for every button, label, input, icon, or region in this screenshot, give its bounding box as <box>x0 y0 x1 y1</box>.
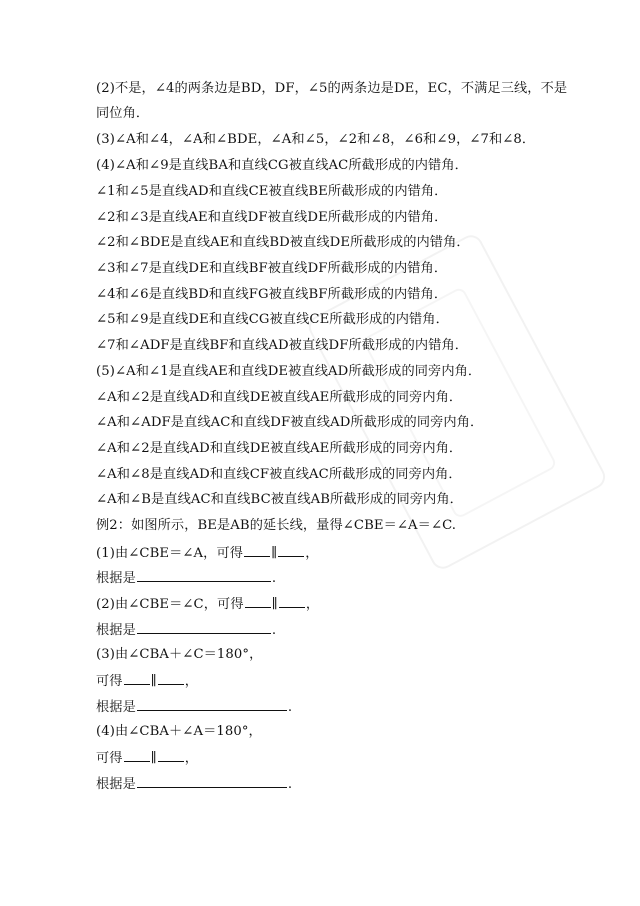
question-4-basis: 根据是 . <box>96 774 616 794</box>
question-2: (2)由∠CBE＝∠C，可得 ∥ ， <box>96 594 616 614</box>
question-3-basis: 根据是 . <box>96 697 616 717</box>
answer-blank[interactable] <box>158 748 184 762</box>
text-line: ∠5和∠9是直线DE和直线CG被直线CE所截形成的内错角． <box>96 312 449 327</box>
question-3-result: 可得 ∥ ， <box>96 671 616 691</box>
text-line: ∠2和∠BDE是直线AE和直线BD被直线DE所截形成的内错角． <box>96 235 470 250</box>
text-line: ∠2和∠3是直线AE和直线DF被直线DE所截形成的内错角． <box>96 210 448 225</box>
question-4: (4)由∠CBA＋∠A＝180°， <box>96 724 262 739</box>
text-line: (2)不是，∠4的两条边是BD，DF，∠5的两条边是DE，EC，不满足三线，不是 <box>96 81 568 96</box>
answer-blank[interactable] <box>278 543 304 557</box>
answer-blank[interactable] <box>137 568 271 582</box>
text-line: ∠7和∠ADF是直线BF和直线AD被直线DF所截形成的内错角． <box>96 338 469 353</box>
answer-blank[interactable] <box>137 697 287 711</box>
example-heading: 例2：如图所示，BE是AB的延长线，量得∠CBE＝∠A＝∠C. <box>96 518 457 533</box>
answer-blank[interactable] <box>279 594 305 608</box>
answer-blank[interactable] <box>158 671 184 685</box>
answer-blank[interactable] <box>244 543 270 557</box>
question-1: (1)由∠CBE＝∠A，可得 ∥ ， <box>96 543 616 563</box>
text-line: (5)∠A和∠1是直线AE和直线DE被直线AD所截形成的同旁内角． <box>96 364 482 379</box>
text-line: ∠A和∠2是直线AD和直线DE被直线AE所截形成的同旁内角． <box>96 441 463 456</box>
text-line: ∠A和∠2是直线AD和直线DE被直线AE所截形成的同旁内角． <box>96 390 463 405</box>
text-line: (3)∠A和∠4，∠A和∠BDE，∠A和∠5，∠2和∠8，∠6和∠9，∠7和∠8． <box>96 132 536 147</box>
text-line: ∠A和∠8是直线AD和直线CF被直线AC所截形成的同旁内角． <box>96 467 462 482</box>
question-2-basis: 根据是 . <box>96 620 616 640</box>
question-1-basis: 根据是 . <box>96 568 616 588</box>
question-3: (3)由∠CBA＋∠C＝180°， <box>96 647 263 662</box>
answer-blank[interactable] <box>124 748 150 762</box>
answer-blank[interactable] <box>137 620 271 634</box>
text-line: 同位角． <box>96 106 150 121</box>
answer-blank[interactable] <box>124 671 150 685</box>
question-4-result: 可得 ∥ ， <box>96 748 616 768</box>
answer-blank[interactable] <box>137 774 287 788</box>
text-line: ∠A和∠B是直线AC和直线BC被直线AB所截形成的同旁内角． <box>96 492 463 507</box>
text-line: (4)∠A和∠9是直线BA和直线CG被直线AC所截形成的内错角． <box>96 158 468 173</box>
text-line: ∠A和∠ADF是直线AC和直线DF被直线AD所截形成的同旁内角． <box>96 415 484 430</box>
text-line: ∠4和∠6是直线BD和直线FG被直线BF所截形成的内错角． <box>96 287 448 302</box>
text-line: ∠3和∠7是直线DE和直线BF被直线DF所截形成的内错角． <box>96 261 448 276</box>
answer-blank[interactable] <box>245 594 271 608</box>
text-line: ∠1和∠5是直线AD和直线CE被直线BE所截形成的内错角． <box>96 184 448 199</box>
